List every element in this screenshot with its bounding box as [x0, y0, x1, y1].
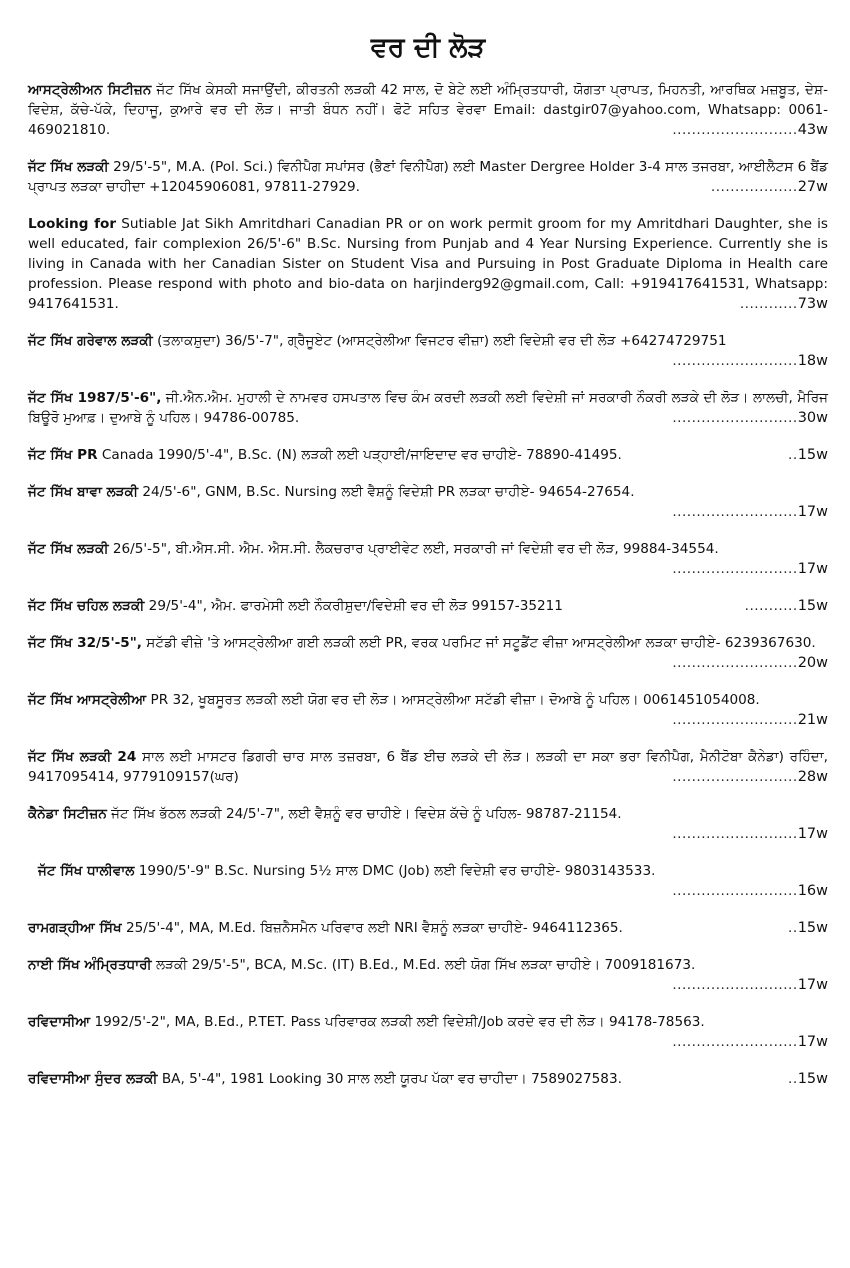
ad-code-wrap	[705, 177, 828, 197]
ad-code: 17w	[797, 977, 828, 993]
ad-lead: ਰਵਿਦਾਸੀਆ ਸੁੰਦਰ ਲੜਕੀ	[28, 1071, 158, 1087]
classified-ad	[28, 214, 828, 314]
ad-body: (ਤਲਾਕਸ਼ੁਦਾ) 36/5'-7", ਗ੍ਰੈਜੂਏਟ (ਆਸਟ੍ਰੇਲੀਆ ਵਿਜਟਰ ਵੀਜ਼ਾ) ਲਈ ਵਿਦੇਸ਼ੀ ਵਰ ਦੀ ਲੋੜ +64274729751	[157, 333, 727, 349]
classified-ad	[28, 804, 828, 844]
ad-code-wrap	[28, 824, 828, 844]
ad-leader-dots: ..........................	[672, 353, 798, 369]
ad-code: 17w	[797, 561, 828, 577]
ad-leader-dots: ..........................	[672, 504, 798, 520]
ad-lead: ਜੱਟ ਸਿੱਖ ਲੜਕੀ	[28, 159, 109, 175]
ad-code: 73w	[797, 296, 828, 312]
ad-leader-dots: ..	[788, 1071, 798, 1087]
classified-ad	[28, 747, 828, 787]
ad-body: 1992/5'-2", MA, B.Ed., P.TET. Pass ਪਰਿਵਾਰਕ ਲੜਕੀ ਲਈ ਵਿਦੇਸ਼ੀ/Job ਕਰਦੇ ਵਰ ਦੀ ਲੋੜ। 94178-78563.	[94, 1014, 705, 1030]
ad-lead: ਆਸਟ੍ਰੇਲੀਅਨ ਸਿਟੀਜ਼ਨ	[28, 82, 152, 98]
ad-body: 1990/5'-9" B.Sc. Nursing 5½ ਸਾਲ DMC (Job) ਲਈ ਵਿਦੇਸ਼ੀ ਵਰ ਚਾਹੀਏ- 9803143533.	[138, 863, 656, 879]
classified-ad	[28, 331, 828, 371]
ad-leader-dots: ..........................	[672, 1034, 798, 1050]
ad-body: Sutiable Jat Sikh Amritdhari Canadian PR or on work permit groom for my Amritdhari Daughter, she is well educated, fair complexion 26/5'-6" B.Sc. Nursing from Punjab and 4 Year Nursing Experience. Currently she is living in Canada with her Canadian Sister on Student Visa and Pursuing in Post Graduate Diploma in Health care profession. Please respond with photo and bio-data on harjinderg92@gmail.com, Call: +919417641531, Whatsapp: 9417641531.	[28, 216, 828, 312]
ad-body: 29/5'-5", M.A. (Pol. Sci.) ਵਿਨੀਪੈਗ ਸਪਾਂਸਰ (ਭੈਣਾਂ ਵਿਨੀਪੈਗ) ਲਈ Master Dergree Holder 3-4 ਸਾਲ ਤਜਰਬਾ, ਆਈਲੈਟਸ 6 ਬੈਂਡ ਪ੍ਰਾਪਤ ਲੜਕਾ ਚਾਹੀਦਾ +12045906081, 97811-27929.	[28, 159, 829, 195]
ad-code: 28w	[797, 769, 828, 785]
ad-code-wrap	[666, 408, 828, 428]
ad-body: 25/5'-4", MA, M.Ed. ਬਿਜ਼ਨੈਸਮੈਨ ਪਰਿਵਾਰ ਲਈ NRI ਵੈਸ਼ਨੂੰ ਲੜਕਾ ਚਾਹੀਏ- 9464112365.	[125, 920, 623, 936]
classified-ad	[28, 388, 828, 428]
ad-body: ਸਟੱਡੀ ਵੀਜ਼ੇ 'ਤੇ ਆਸਟ੍ਰੇਲੀਆ ਗਈ ਲੜਕੀ ਲਈ PR, ਵਰਕ ਪਰਮਿਟ ਜਾਂ ਸਟੂਡੈਂਟ ਵੀਜ਼ਾ ਆਸਟ੍ਰੇਲੀਆ ਲੜਕਾ ਚਾਹੀਏ- 6239367630.	[146, 635, 816, 651]
ad-leader-dots: ..........................	[672, 826, 798, 842]
classified-ad	[28, 445, 828, 465]
ad-lead: ਜੱਟ ਸਿੱਖ ਗਰੇਵਾਲ ਲੜਕੀ	[28, 333, 153, 349]
ad-code: 17w	[797, 826, 828, 842]
ad-code: 16w	[797, 883, 828, 899]
ad-lead: ਜੱਟ ਸਿੱਖ ਬਾਵਾ ਲੜਕੀ	[28, 484, 139, 500]
ad-code-wrap	[782, 918, 828, 938]
ad-code: 15w	[797, 1071, 828, 1087]
ad-body: 29/5'-4", ਐਮ. ਫਾਰਮੇਸੀ ਲਈ ਨੌਕਰੀਸ਼ੁਦਾ/ਵਿਦੇਸ਼ੀ ਵਰ ਦੀ ਲੋੜ 99157-35211	[148, 598, 563, 614]
ad-code-wrap	[782, 1069, 828, 1089]
ad-code-wrap	[666, 120, 828, 140]
ad-code: 30w	[797, 410, 828, 426]
ad-lead: ਜੱਟ ਸਿੱਖ ਲੜਕੀ 24	[28, 749, 137, 765]
ad-code-wrap	[666, 653, 828, 673]
ad-code-wrap	[38, 881, 828, 901]
ad-code-wrap	[739, 596, 828, 616]
classified-ad	[28, 157, 828, 197]
ad-lead: ਨਾਈ ਸਿੱਖ ਅੰਮ੍ਰਿਤਧਾਰੀ	[28, 957, 152, 973]
classified-ad	[28, 482, 828, 522]
ad-body: ਲੜਕੀ 29/5'-5", BCA, M.Sc. (IT) B.Ed., M.Ed. ਲਈ ਯੋਗ ਸਿੱਖ ਲੜਕਾ ਚਾਹੀਏ। 7009181673.	[155, 957, 696, 973]
ad-lead: ਕੈਨੇਡਾ ਸਿਟੀਜ਼ਨ	[28, 806, 107, 822]
ad-lead: ਰਾਮਗੜ੍ਹੀਆ ਸਿੱਖ	[28, 920, 122, 936]
ad-body: PR 32, ਖੂਬਸੂਰਤ ਲੜਕੀ ਲਈ ਯੋਗ ਵਰ ਦੀ ਲੋੜ। ਆਸਟ੍ਰੇਲੀਆ ਸਟੱਡੀ ਵੀਜ਼ਾ। ਦੋਆਬੇ ਨੂੰ ਪਹਿਲ। 0061451054008.	[150, 692, 760, 708]
classified-ad	[28, 861, 828, 901]
ad-code-wrap	[666, 767, 828, 787]
ad-leader-dots: ..........................	[672, 712, 798, 728]
ad-leader-dots: ..	[788, 447, 798, 463]
classified-ad	[28, 633, 828, 673]
ad-leader-dots: ..................	[710, 179, 798, 195]
ad-code: 43w	[797, 122, 828, 138]
ad-code-wrap	[28, 559, 828, 579]
ad-body: 26/5'-5", ਬੀ.ਐਸ.ਸੀ. ਐਮ. ਐਸ.ਸੀ. ਲੈਕਚਰਾਰ ਪ੍ਰਾਈਵੇਟ ਲਈ, ਸਰਕਾਰੀ ਜਾਂ ਵਿਦੇਸ਼ੀ ਵਰ ਦੀ ਲੋੜ, 99884-34554.	[112, 541, 719, 557]
ad-code: 15w	[797, 598, 828, 614]
page-title: ਵਰ ਦੀ ਲੋੜ	[370, 32, 486, 63]
classified-ad	[28, 1012, 828, 1052]
ad-leader-dots: ..........................	[672, 977, 798, 993]
ad-code: 17w	[797, 504, 828, 520]
ad-code: 21w	[797, 712, 828, 728]
ad-lead: ਜੱਟ ਸਿੱਖ ਲੜਕੀ	[28, 541, 109, 557]
ad-code-wrap	[28, 351, 828, 371]
ad-leader-dots: ............	[739, 296, 798, 312]
ad-leader-dots: ..........................	[672, 655, 798, 671]
classified-ad	[28, 539, 828, 579]
ads-list	[28, 80, 828, 1089]
ad-body: BA, 5'-4", 1981 Looking 30 ਸਾਲ ਲਈ ਯੂਰਪ ਪੱਕਾ ਵਰ ਚਾਹੀਦਾ। 7589027583.	[161, 1071, 622, 1087]
ad-lead: ਜੱਟ ਸਿੱਖ 1987/5'-6",	[28, 390, 162, 406]
ad-leader-dots: ..........................	[672, 122, 798, 138]
ad-code: 17w	[797, 1034, 828, 1050]
ad-body: ਜੀ.ਐਨ.ਐਮ. ਮੁਹਾਲੀ ਦੇ ਨਾਮਵਰ ਹਸਪਤਾਲ ਵਿਚ ਕੰਮ ਕਰਦੀ ਲੜਕੀ ਲਈ ਵਿਦੇਸ਼ੀ ਜਾਂ ਸਰਕਾਰੀ ਨੌਕਰੀ ਲੜਕੇ ਦੀ ਲੋੜ। ਲਾਲਚੀ, ਮੈਰਿਜ ਬਿਊਰੋ ਮੁਆਫ਼। ਦੁਆਬੇ ਨੂੰ ਪਹਿਲ। 94786-00785.	[28, 390, 828, 426]
ad-code: 20w	[797, 655, 828, 671]
ad-body: 24/5'-6", GNM, B.Sc. Nursing ਲਈ ਵੈਸ਼ਨੂੰ ਵਿਦੇਸ਼ੀ PR ਲੜਕਾ ਚਾਹੀਏ- 94654-27654.	[142, 484, 635, 500]
ad-leader-dots: ..	[788, 920, 798, 936]
ad-leader-dots: ..........................	[672, 769, 798, 785]
ad-lead: Looking for	[28, 216, 117, 232]
ad-body: ਜੱਟ ਸਿੱਖ ਭੱਠਲ ਲੜਕੀ 24/5'-7", ਲਈ ਵੈਸ਼ਨੂੰ ਵਰ ਚਾਹੀਏ। ਵਿਦੇਸ਼ ਕੱਚੇ ਨੂੰ ਪਹਿਲ- 98787-21154.	[111, 806, 622, 822]
ad-code: 18w	[797, 353, 828, 369]
ad-leader-dots: ..........................	[672, 410, 798, 426]
ad-lead: ਰਵਿਦਾਸੀਆ	[28, 1014, 91, 1030]
ad-leader-dots: ...........	[744, 598, 798, 614]
ad-lead: ਜੱਟ ਸਿੱਖ ਆਸਟ੍ਰੇਲੀਆ	[28, 692, 147, 708]
classified-ad	[28, 80, 828, 140]
ad-code-wrap	[28, 502, 828, 522]
ad-code-wrap	[734, 294, 828, 314]
ad-leader-dots: ..........................	[672, 883, 798, 899]
ad-code: 27w	[797, 179, 828, 195]
ad-code: 15w	[797, 447, 828, 463]
ad-lead: ਜੱਟ ਸਿੱਖ ਧਾਲੀਵਾਲ	[38, 863, 135, 879]
ad-code-wrap	[28, 975, 828, 995]
ad-body: ਜੱਟ ਸਿੱਖ ਕੇਸਕੀ ਸਜਾਉਂਦੀ, ਕੀਰਤਨੀ ਲੜਕੀ 42 ਸਾਲ, ਦੋ ਬੇਟੇ ਲਈ ਅੰਮ੍ਰਿਤਧਾਰੀ, ਯੋਗਤਾ ਪ੍ਰਾਪਤ, ਮਿਹਨਤੀ, ਆਰਥਿਕ ਮਜ਼ਬੂਤ, ਦੇਸ਼-ਵਿਦੇਸ਼, ਕੱਚੇ-ਪੱਕੇ, ਦਿਹਾਜੂ, ਕੁਆਰੇ ਵਰ ਦੀ ਲੋੜ। ਜਾਤੀ ਬੰਧਨ ਨਹੀਂ। ਫੋਟੋ ਸਹਿਤ ਵੇਰਵਾ Email: dastgir07@yahoo.com, Whatsapp: 0061-469021810.	[28, 82, 829, 138]
ad-code-wrap	[666, 1032, 828, 1052]
ad-body: Canada 1990/5'-4", B.Sc. (N) ਲੜਕੀ ਲਈ ਪੜ੍ਹਾਈ/ਜਾਇਦਾਦ ਵਰ ਚਾਹੀਏ- 78890-41495.	[101, 447, 622, 463]
classified-ad	[28, 690, 828, 730]
classified-ad	[28, 596, 828, 616]
classified-ad	[28, 955, 828, 995]
ad-leader-dots: ..........................	[672, 561, 798, 577]
ad-body: ਸਾਲ ਲਈ ਮਾਸਟਰ ਡਿਗਰੀ ਚਾਰ ਸਾਲ ਤਜ਼ਰਬਾ, 6 ਬੈਂਡ ਈਚ ਲੜਕੇ ਦੀ ਲੋੜ। ਲੜਕੀ ਦਾ ਸਕਾ ਭਰਾ ਵਿਨੀਪੈਗ, ਮੈਨੀਟੋਬਾ ਕੈਨੇਡਾ) ਰਹਿੰਦਾ, 9417095414, 9779109157(ਘਰ)	[28, 749, 828, 785]
ad-lead: ਜੱਟ ਸਿੱਖ 32/5'-5",	[28, 635, 142, 651]
classified-ad	[28, 1069, 828, 1089]
ad-code: 15w	[797, 920, 828, 936]
ad-lead: ਜੱਟ ਸਿੱਖ PR	[28, 447, 98, 463]
ad-lead: ਜੱਟ ਸਿੱਖ ਚਹਿਲ ਲੜਕੀ	[28, 598, 145, 614]
ad-code-wrap	[666, 710, 828, 730]
classified-ad	[28, 918, 828, 938]
ad-code-wrap	[782, 445, 828, 465]
